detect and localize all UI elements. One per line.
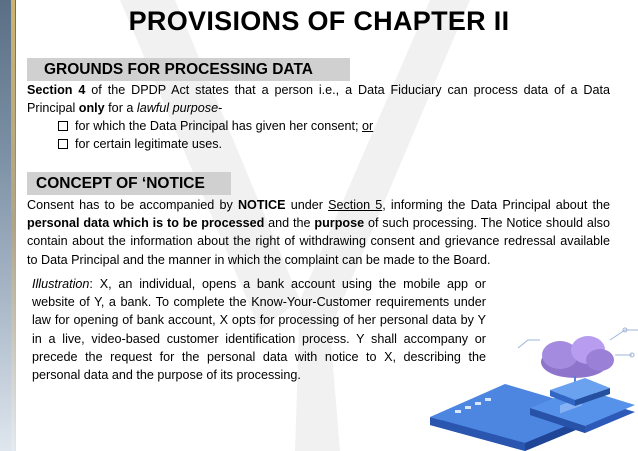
list-item: for certain legitimate uses. xyxy=(58,135,373,153)
checkbox-icon xyxy=(58,139,68,149)
checkbox-icon xyxy=(58,121,68,131)
page-title: PROVISIONS OF CHAPTER II xyxy=(128,6,510,36)
server-cloud-illustration xyxy=(410,300,638,451)
section4-label: Section 4 xyxy=(27,83,86,97)
section-heading-grounds: GROUNDS FOR PROCESSING DATA xyxy=(27,58,350,81)
section5-link: Section 5 xyxy=(328,198,383,212)
grounds-list xyxy=(58,117,373,153)
section4-paragraph: Section 4 of the DPDP Act states that a person i.e., a Data Fiduciary can process data of a Data Principal only for a lawful purpose- xyxy=(27,83,610,116)
notice-paragraph: Consent has to be accompanied by NOTICE under Section 5, informing the Data Principal about the personal data which is to be processed and the purpose of such processing. The Notice should also contain about the information about the right of withdrawing consent and grievance redressal available to Data Principal and the manner in which the complaint can be made to the Board. xyxy=(27,198,610,267)
section-heading-notice: CONCEPT OF ‘NOTICE xyxy=(27,172,231,195)
illustration-paragraph: Illustration: X, an individual, opens a bank account using the mobile app or website of Y, a bank. To complete the Know-Your-Customer requirements under law for opening of bank account, X opts for processing of her personal data by Y in a live, video-based customer identification process. Y shall accompany or precede the request for the personal data with notice to X, describing the personal data and the purpose of its processing. xyxy=(32,277,486,383)
list-item: for which the Data Principal has given her consent; or xyxy=(58,117,373,135)
